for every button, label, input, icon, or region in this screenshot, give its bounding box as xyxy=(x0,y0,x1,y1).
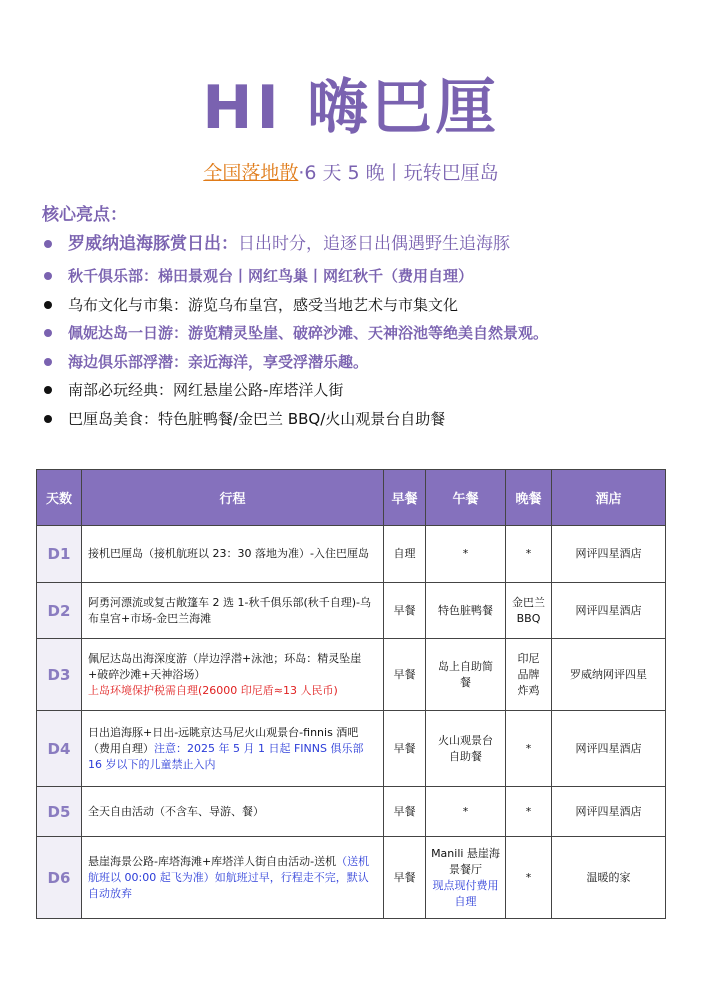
lunch-cell: 火山观景台自助餐 xyxy=(426,711,506,787)
header-breakfast: 早餐 xyxy=(384,470,426,526)
lunch-cell: * xyxy=(426,526,506,583)
route-note: 上岛环境保护税需自理(26000 印尼盾≈13 人民币) xyxy=(88,683,338,697)
day-cell: D1 xyxy=(37,526,82,583)
bullet-icon xyxy=(44,415,52,423)
breakfast-cell: 自理 xyxy=(384,526,426,583)
highlight-item: 罗威纳追海豚赏日出：日出时分，追逐日出偶遇野生追海豚 xyxy=(42,232,682,256)
header-hotel: 酒店 xyxy=(552,470,666,526)
highlight-item: 海边俱乐部浮潜：亲近海洋，享受浮潜乐趣。 xyxy=(42,352,682,372)
subtitle-orange: 全国落地散 xyxy=(203,162,299,184)
route-note: （送机航班以 00:00 起飞为准）如航班过早，行程走不完，默认自动放弃 xyxy=(88,854,370,900)
dinner-cell: 印尼品牌炸鸡 xyxy=(506,639,552,711)
dinner-cell: * xyxy=(506,711,552,787)
header-lunch: 午餐 xyxy=(426,470,506,526)
bullet-icon xyxy=(44,386,52,394)
highlight-item: 乌布文化与市集：游览乌布皇宫，感受当地艺术与市集文化 xyxy=(42,295,682,315)
table-row xyxy=(37,583,666,639)
lunch-cell: 岛上自助简餐 xyxy=(426,639,506,711)
highlights-heading: 核心亮点： xyxy=(42,205,127,225)
table-row xyxy=(37,837,666,919)
page-title: HI 嗨巴厘 xyxy=(202,73,500,143)
dinner-cell: * xyxy=(506,526,552,583)
day-cell: D5 xyxy=(37,787,82,837)
day-cell: D6 xyxy=(37,837,82,919)
hotel-cell: 网评四星酒店 xyxy=(552,787,666,837)
breakfast-cell: 早餐 xyxy=(384,787,426,837)
breakfast-cell: 早餐 xyxy=(384,711,426,787)
route-cell: 阿勇河漂流或复古敞篷车 2 选 1-秋千俱乐部(秋千自理)-乌布皇宫+市场-金巴兰海滩 xyxy=(82,583,384,639)
route-cell: 日出追海豚+日出-远眺京达马尼火山观景台-finnis 酒吧（费用自理）注意：2025 年 5 月 1 日起 FINNS 俱乐部 16 岁以下的儿童禁止入内 xyxy=(82,711,384,787)
route-cell: 佩尼达岛出海深度游（岸边浮潜+泳池；环岛：精灵坠崖+破碎沙滩+天神浴场） 上岛环境保护税需自理(26000 印尼盾≈13 人民币) xyxy=(82,639,384,711)
highlight-item: 佩妮达岛一日游：游览精灵坠崖、破碎沙滩、天神浴池等绝美自然景观。 xyxy=(42,323,682,343)
hotel-cell: 罗威纳网评四星 xyxy=(552,639,666,711)
table-row xyxy=(37,787,666,837)
table-row xyxy=(37,526,666,583)
breakfast-cell: 早餐 xyxy=(384,837,426,919)
header-dinner: 晚餐 xyxy=(506,470,552,526)
lunch-cell: 特色脏鸭餐 xyxy=(426,583,506,639)
route-cell: 全天自由活动（不含车、导游、餐） xyxy=(82,787,384,837)
dinner-cell: 金巴兰BBQ xyxy=(506,583,552,639)
breakfast-cell: 早餐 xyxy=(384,583,426,639)
lunch-note: 现点现付费用自理 xyxy=(432,878,499,908)
dinner-cell: * xyxy=(506,837,552,919)
page-subtitle xyxy=(0,160,702,186)
day-cell: D4 xyxy=(37,711,82,787)
header-day: 天数 xyxy=(37,470,82,526)
lunch-cell: * xyxy=(426,787,506,837)
bullet-icon xyxy=(44,358,52,366)
table-row xyxy=(37,711,666,787)
bullet-icon xyxy=(44,301,52,309)
bullet-icon xyxy=(44,240,52,248)
table-row xyxy=(37,639,666,711)
highlight-item: 南部必玩经典：网红悬崖公路-库塔洋人街 xyxy=(42,380,682,400)
bullet-icon xyxy=(44,329,52,337)
hotel-cell: 网评四星酒店 xyxy=(552,711,666,787)
route-cell: 接机巴厘岛（接机航班以 23：30 落地为准）-入住巴厘岛 xyxy=(82,526,384,583)
dinner-cell: * xyxy=(506,787,552,837)
highlight-item: 巴厘岛美食：特色脏鸭餐/金巴兰 BBQ/火山观景台自助餐 xyxy=(42,409,682,429)
lunch-cell: Manili 悬崖海景餐厅 现点现付费用自理 xyxy=(426,837,506,919)
day-cell: D3 xyxy=(37,639,82,711)
hotel-cell: 网评四星酒店 xyxy=(552,526,666,583)
day-cell: D2 xyxy=(37,583,82,639)
itinerary-table xyxy=(36,469,666,919)
header-route: 行程 xyxy=(82,470,384,526)
hotel-cell: 网评四星酒店 xyxy=(552,583,666,639)
highlights-list xyxy=(42,232,682,437)
bullet-icon xyxy=(44,272,52,280)
table-header-row xyxy=(37,470,666,526)
breakfast-cell: 早餐 xyxy=(384,639,426,711)
route-cell: 悬崖海景公路-库塔海滩+库塔洋人街自由活动-送机（送机航班以 00:00 起飞为准）如航班过早，行程走不完，默认自动放弃 xyxy=(82,837,384,919)
subtitle-rest: ·6 天 5 晚丨玩转巴厘岛 xyxy=(298,162,499,184)
highlight-item: 秋千俱乐部：梯田景观台丨网红鸟巢丨网红秋千（费用自理） xyxy=(42,266,682,286)
hotel-cell: 温暖的家 xyxy=(552,837,666,919)
route-note: 注意：2025 年 5 月 1 日起 FINNS 俱乐部 16 岁以下的儿童禁止入内 xyxy=(88,741,364,771)
